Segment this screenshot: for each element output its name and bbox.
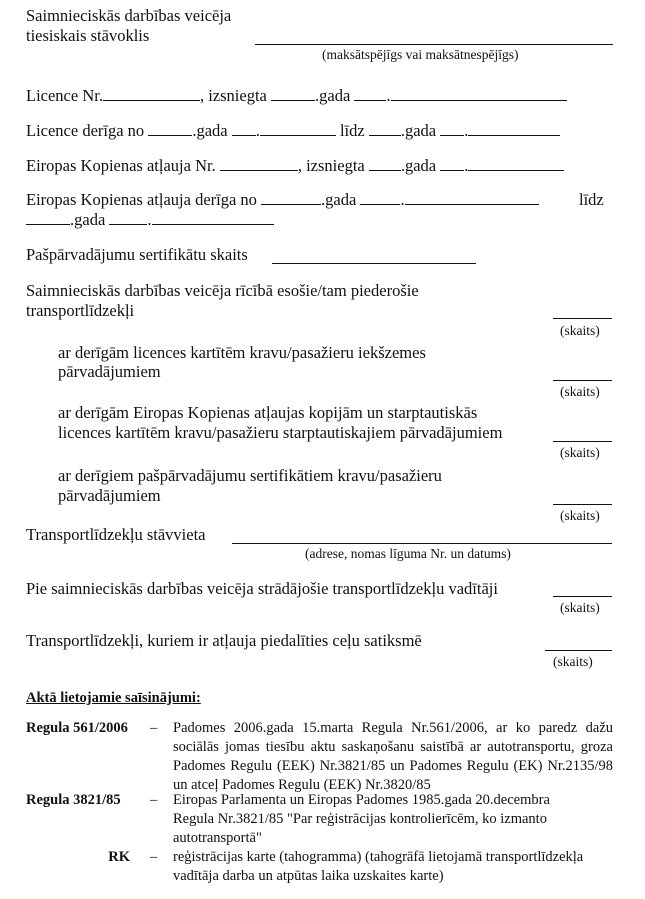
ec-permit-issued-month-field[interactable] [468,156,564,171]
vehicles-sub2-line1: ar derīgām Eiropas Kopienas atļaujas kopijām un starptautiskās [58,403,478,422]
legal-status-hint: (maksātspējīgs vai maksātnespējīgs) [322,47,519,62]
vehicles-sub2-count-hint: (skaits) [560,445,600,460]
ec-permit-nr-field[interactable] [220,156,298,171]
licence-valid-from-label: Licence derīga no [26,121,145,140]
dot: . [464,121,469,140]
parking-label: Transportlīdzekļu stāvvieta [26,525,206,544]
parking-hint: (adrese, nomas līguma Nr. un datums) [305,546,511,561]
roadworthy-count-field[interactable] [545,650,612,651]
abbr-term-561: Regula 561/2006 [26,720,128,736]
dot: . [464,156,469,175]
dot: . [386,86,391,105]
ec-permit-valid-until-year-field[interactable] [26,210,70,225]
licence-valid-from-year-field[interactable] [148,121,192,136]
abbr-desc-3821 [173,791,613,848]
abbr-desc-line: autotransportā" [173,830,262,846]
roadworthy-label: Transportlīdzekļi, kuriem ir atļauja piedalīties ceļu satiksmē [26,631,422,650]
drivers-count-hint: (skaits) [560,600,600,615]
licence-nr-label: Licence Nr. [26,86,103,105]
ec-permit-valid-from-label: Eiropas Kopienas atļauja derīga no [26,190,257,209]
own-account-certs-label: Pašpārvadājumu sertifikātu skaits [26,245,248,264]
abbr-desc-rk [173,848,633,886]
ec-permit-valid-from-month-field[interactable] [405,190,539,205]
licence-row [26,86,567,105]
abbr-term-rk: RK [108,849,130,865]
ec-permit-issued-year-field[interactable] [369,156,401,171]
vehicles-count-hint: (skaits) [560,323,600,338]
ec-permit-valid-until-month-field[interactable] [152,210,274,225]
legal-status-label-line1: Saimnieciskās darbības veicēja [26,6,232,25]
legal-status-field[interactable] [255,44,613,45]
vehicles-sub1-line2: pārvadājumiem [58,362,161,381]
parking-field[interactable] [232,543,612,544]
abbr-desc-561: Padomes 2006.gada 15.marta Regula Nr.561/2006, ar ko paredz dažu sociālās jomas tiesību aktu saskaņošanu saistībā ar autotransportu, groza Padomes Regulu (EEK) Nr.3821/85 un Padomes Regulu (EK) Nr.2135/98 un atceļ Padomes Regulu (EEK) Nr.3820/85 [173,720,613,793]
abbr-dash: – [150,720,158,736]
dot: . [147,210,152,229]
abbreviations-heading: Aktā lietojamie saīsinājumi: [26,690,201,706]
ec-permit-issued-day-field[interactable] [440,156,464,171]
licence-year-label: .gada [315,86,351,105]
vehicles-sub3-count-hint: (skaits) [560,508,600,523]
vehicles-sub1-count-hint: (skaits) [560,384,600,399]
ec-permit-valid-row2 [26,210,274,229]
abbr-desc-line: vadītāja darba un atpūtas laika uzskaites karte) [173,868,444,884]
ec-permit-valid-until-day-field[interactable] [109,210,147,225]
roadworthy-count-hint: (skaits) [553,654,593,669]
vehicles-sub3-count-field[interactable] [553,504,612,505]
vehicles-sub2-count-field[interactable] [553,441,612,442]
licence-valid-from-day-field[interactable] [232,121,256,136]
ec-permit-issued-label: , izsniegta [297,156,365,175]
legal-status-label-line2: tiesiskais stāvoklis [26,26,150,45]
licence-valid-until-month-field[interactable] [468,121,560,136]
licence-valid-until-day-field[interactable] [440,121,464,136]
ec-permit-valid-from-year-field[interactable] [261,190,321,205]
year-label: .gada [400,121,437,140]
licence-issued-day-field[interactable] [354,86,386,101]
vehicles-sub1-line1: ar derīgām licences kartītēm kravu/pasažieru iekšzemes [58,343,426,362]
year-label: .gada [321,190,357,209]
licence-nr-field[interactable] [103,86,200,101]
vehicles-label-line2: transportlīdzekļi [26,301,135,320]
ec-permit-valid-row1 [26,190,539,209]
ec-permit-valid-from-day-field[interactable] [360,190,400,205]
ec-permit-nr-label: Eiropas Kopienas atļauja Nr. [26,156,216,175]
dot: . [400,190,405,209]
dot: . [255,121,260,140]
abbr-desc-line: Eiropas Parlamenta un Eiropas Padomes 1985.gada 20.decembra [173,792,550,808]
year-label: .gada [192,121,228,140]
licence-valid-row [26,121,560,140]
vehicles-sub3-line1: ar derīgiem pašpārvadājumu sertifikātiem kravu/pasažieru [58,466,442,485]
licence-valid-from-month-field[interactable] [260,121,336,136]
ec-permit-row [26,156,564,175]
licence-issued-year-field[interactable] [271,86,315,101]
vehicles-label-line1: Saimnieciskās darbības veicēja rīcībā esošie/tam piederošie [26,281,419,300]
drivers-count-field[interactable] [553,596,612,597]
licence-issued-label: , izsniegta [199,86,267,105]
abbr-dash: – [150,849,158,865]
year-label: .gada [70,210,106,229]
abbr-dash: – [150,792,158,808]
abbr-desc-line: Regula Nr.3821/85 "Par reģistrācijas kontrolierīcēm, ko izmanto [173,811,547,827]
vehicles-sub2-line2: licences kartītēm kravu/pasažieru starptautiskajiem pārvadājumiem [58,423,503,442]
own-account-certs-field[interactable] [272,263,476,264]
licence-valid-until-label: līdz [339,121,365,140]
vehicles-sub1-count-field[interactable] [553,380,612,381]
drivers-label: Pie saimnieciskās darbības veicēja strādājošie transportlīdzekļu vadītāji [26,579,498,598]
ec-permit-valid-until-label: līdz [579,190,604,209]
vehicles-sub3-line2: pārvadājumiem [58,486,161,505]
year-label: .gada [400,156,437,175]
licence-issued-month-field[interactable] [391,86,567,101]
abbr-term-3821: Regula 3821/85 [26,792,121,808]
licence-valid-until-year-field[interactable] [369,121,401,136]
abbr-desc-line: reģistrācijas karte (tahogramma) (tahogrāfā lietojamā transportlīdzekļa [173,849,584,865]
vehicles-count-field[interactable] [553,318,612,319]
